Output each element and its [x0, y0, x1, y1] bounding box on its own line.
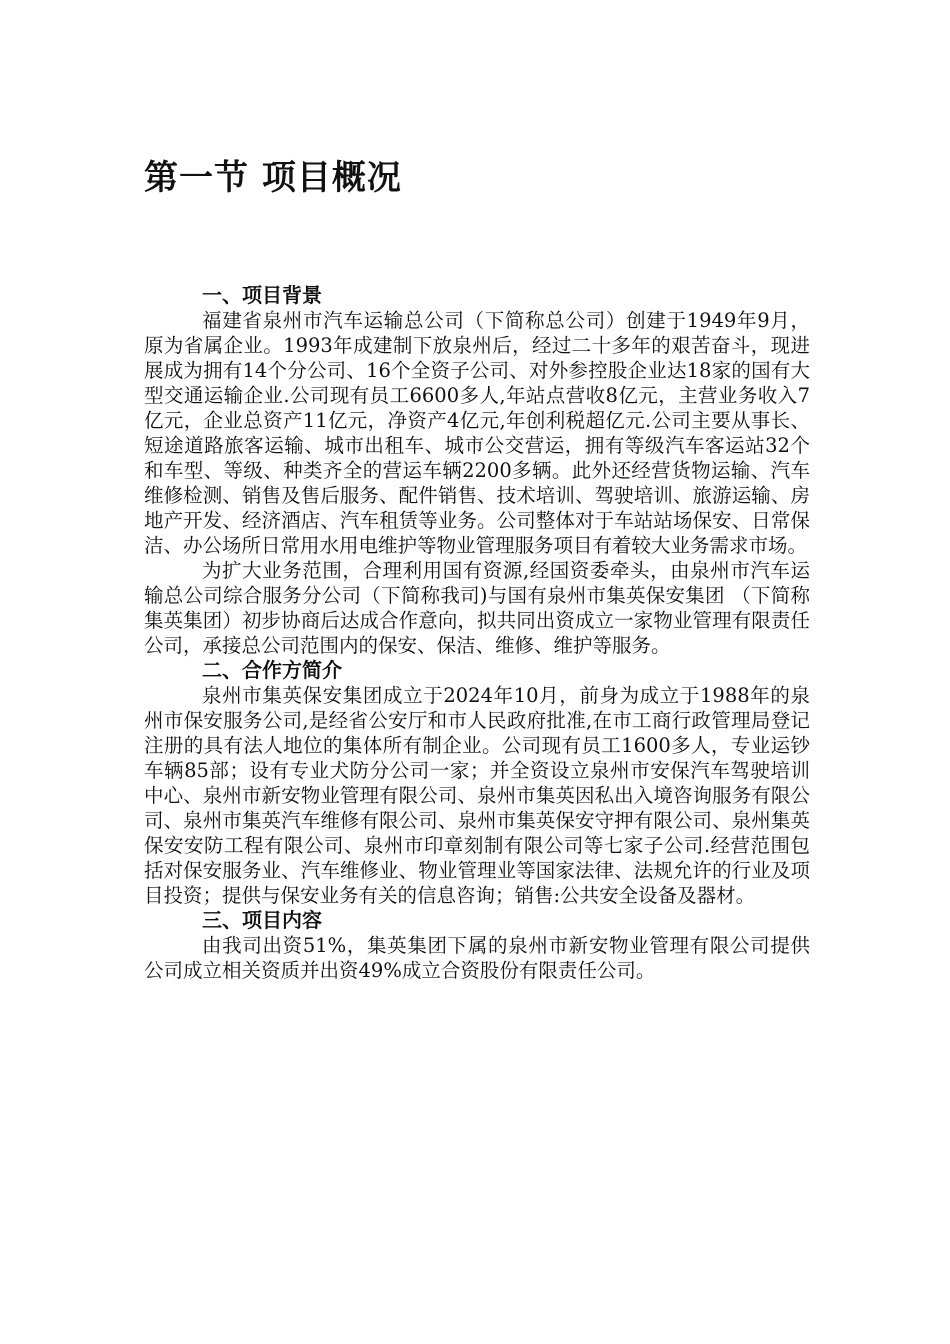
section-project-background	[144, 283, 810, 658]
section-heading: 二、合作方简介	[202, 658, 342, 682]
paragraph: 为扩大业务范围，合理利用国有资源,经国资委牵头，由泉州市汽车运输总公司综合服务分公司（下简称我司)与国有泉州市集英保安集团 （下简称集英集团）初步协商后达成合作意向，拟共同出资成立一家物业管理有限责任公司，承接总公司范围内的保安、保洁、维修、维护等服务。	[144, 559, 810, 657]
chapter-title: 第一节 项目概况	[144, 158, 402, 198]
section-heading: 一、项目背景	[202, 283, 322, 307]
section-project-content	[144, 908, 810, 983]
paragraph: 福建省泉州市汽车运输总公司（下简称总公司）创建于1949年9月，原为省属企业。1993年成建制下放泉州后，经过二十多年的艰苦奋斗，现进展成为拥有14个分公司、16个全资子公司、对外参控股企业达18家的国有大型交通运输企业.公司现有员工6600多人,年站点营收8亿元，主营业务收入7亿元，企业总资产11亿元，净资产4亿元,年创利税超亿元.公司主要从事长、短途道路旅客运输、城市出租车、城市公交营运，拥有等级汽车客运站32个和车型、等级、种类齐全的营运车辆2200多辆。此外还经营货物运输、汽车维修检测、销售及售后服务、配件销售、技术培训、驾驶培训、旅游运输、房地产开发、经济酒店、汽车租赁等业务。公司整体对于车站站场保安、日常保洁、办公场所日常用水用电维护等物业管理服务项目有着较大业务需求市场。	[144, 309, 810, 557]
section-heading: 三、项目内容	[202, 908, 322, 932]
document-body	[144, 283, 810, 983]
paragraph: 由我司出资51%，集英集团下属的泉州市新安物业管理有限公司提供公司成立相关资质并出资49%成立合资股份有限责任公司。	[144, 934, 810, 982]
section-partner-profile	[144, 658, 810, 908]
paragraph: 泉州市集英保安集团成立于2024年10月，前身为成立于1988年的泉州市保安服务公司,是经省公安厅和市人民政府批准,在市工商行政管理局登记注册的具有法人地位的集体所有制企业。公司现有员工1600多人，专业运钞车辆85部；设有专业犬防分公司一家；并全资设立泉州市安保汽车驾驶培训中心、泉州市新安物业管理有限公司、泉州市集英因私出入境咨询服务有限公司、泉州市集英汽车维修有限公司、泉州市集英保安守押有限公司、泉州集英保安安防工程有限公司、泉州市印章刻制有限公司等七家子公司.经营范围包括对保安服务业、汽车维修业、物业管理业等国家法律、法规允许的行业及项目投资；提供与保安业务有关的信息咨询；销售:公共安全设备及器材。	[144, 684, 810, 907]
